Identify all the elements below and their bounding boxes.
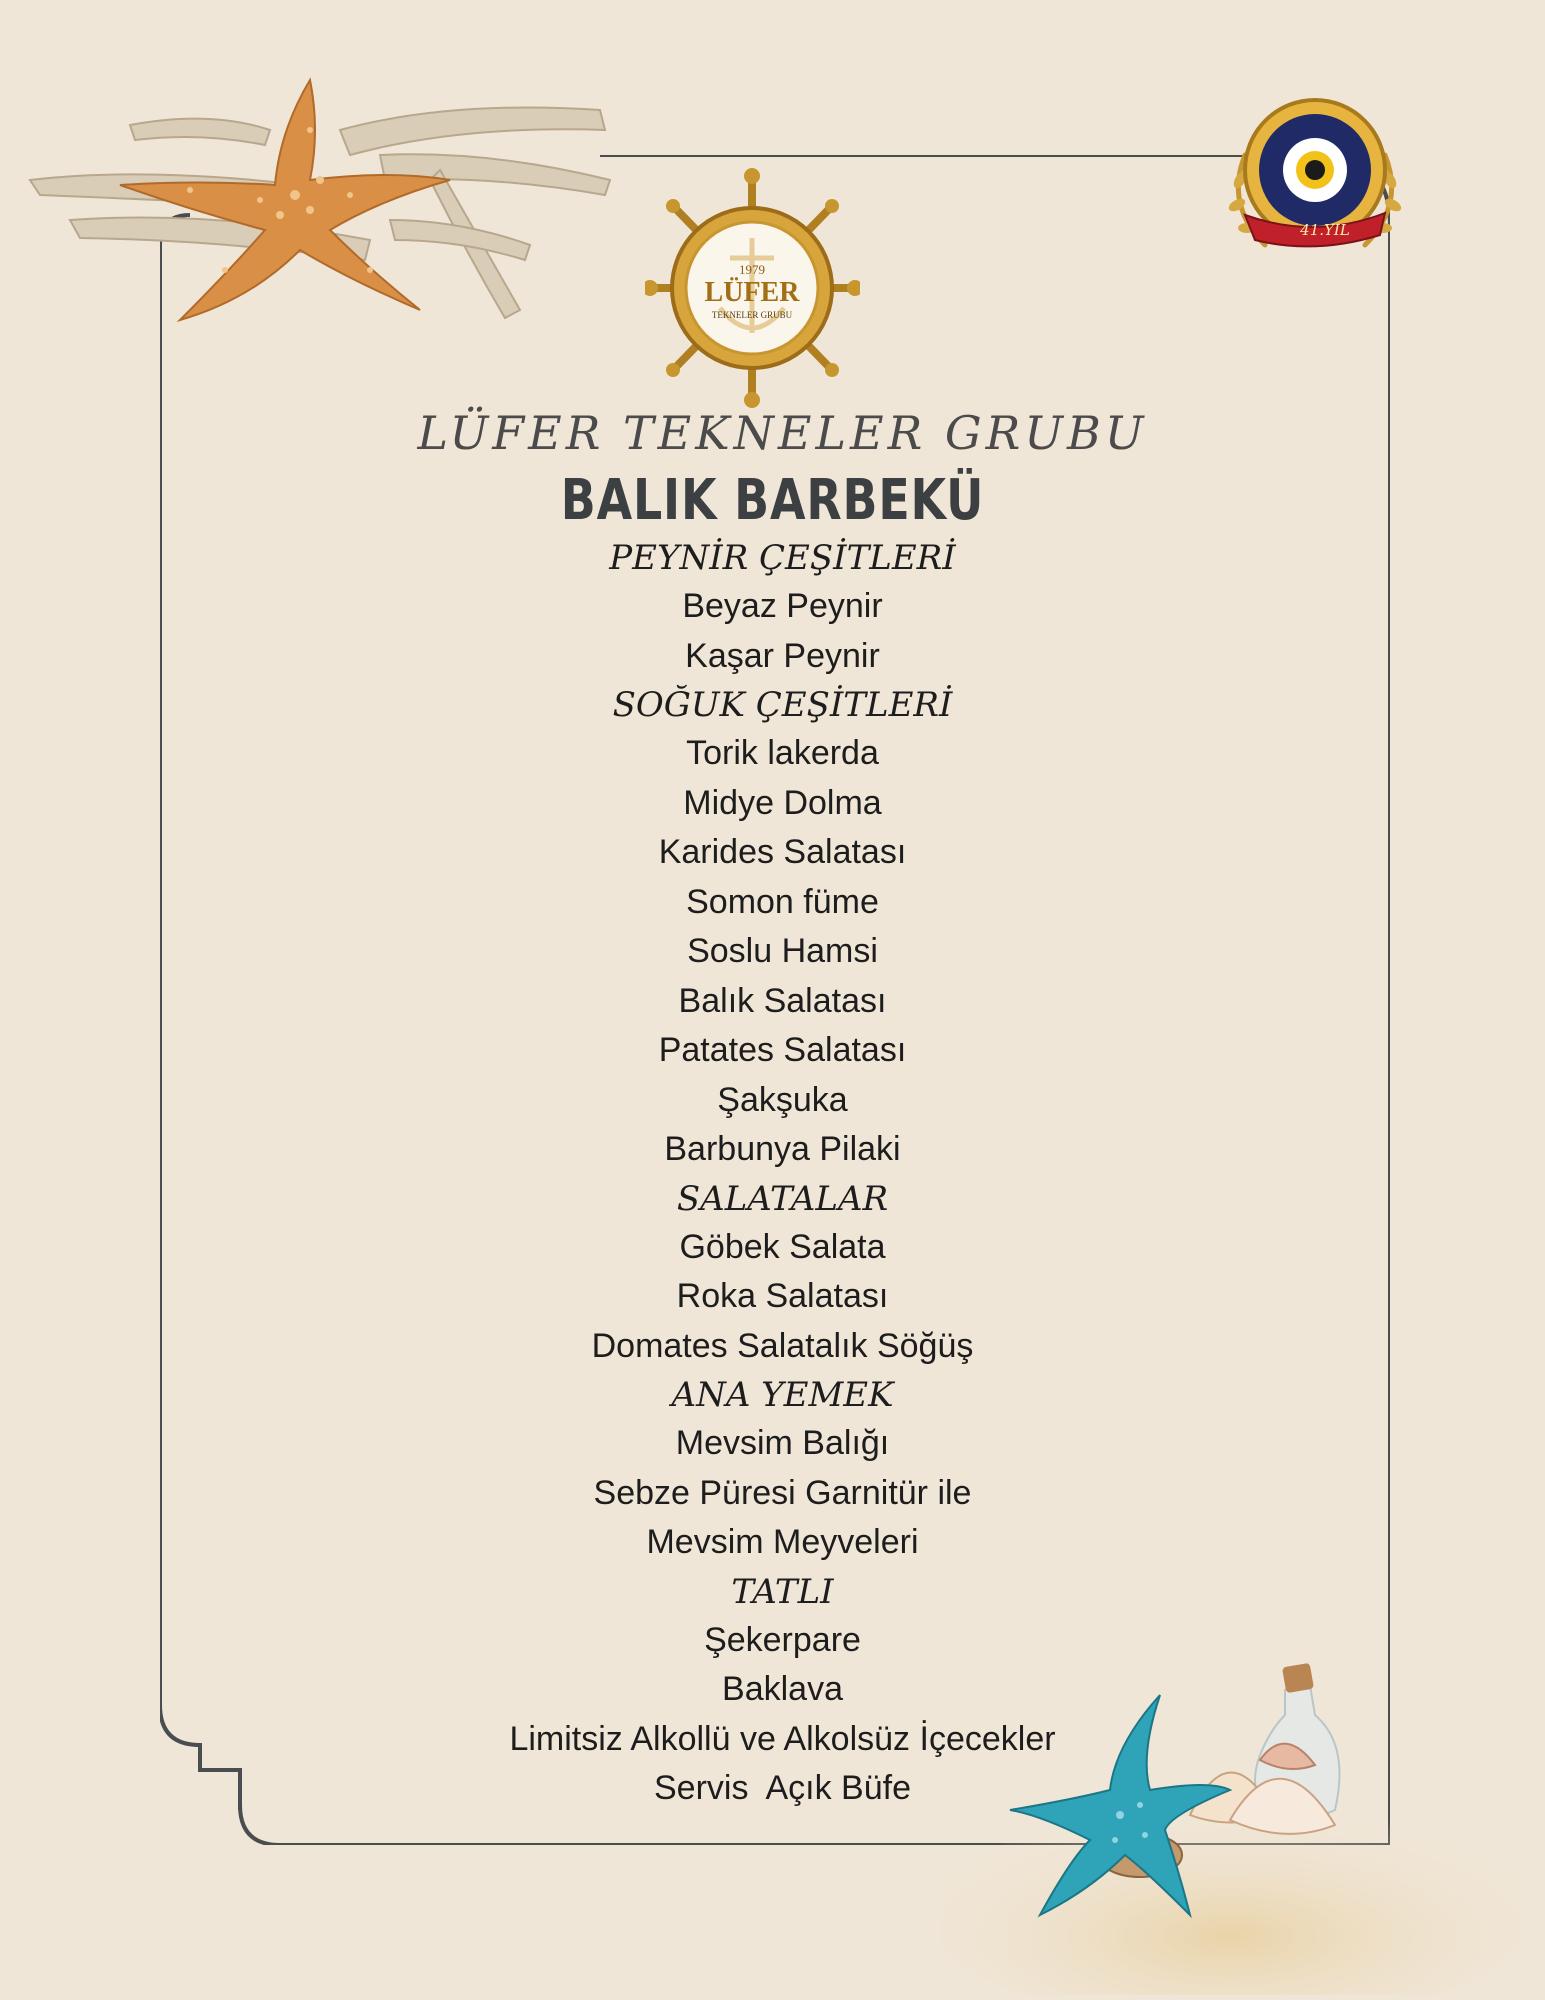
menu-item: Roka Salatası (676, 1277, 889, 1315)
menu-item: Patates Salatası (658, 1031, 907, 1069)
menu-item: Şakşuka (717, 1080, 848, 1119)
section-cheese (0, 534, 1545, 681)
menu-item: Limitsiz Alkollü ve Alkolsüz İçecekler (509, 1719, 1056, 1758)
section-dessert (0, 1568, 1545, 1814)
menu-item: Mevsim Meyveleri (646, 1523, 919, 1561)
menu-item: Domates Salatalık Söğüş (591, 1326, 974, 1365)
menu-item: Göbek Salata (679, 1227, 886, 1266)
section-main-course (0, 1371, 1545, 1568)
section-cold (0, 681, 1545, 1175)
menu-item: Şekerpare (704, 1620, 861, 1659)
section-title: PEYNİR ÇEŞİTLERİ (609, 538, 956, 578)
section-title: SOĞUK ÇEŞİTLERİ (612, 685, 953, 725)
menu-item: Soslu Hamsi (687, 932, 878, 970)
menu-item: Balık Salatası (678, 981, 887, 1020)
menu-item: Karides Salatası (658, 833, 907, 871)
anniversary-label: 41.YIL (1300, 221, 1350, 239)
menu-item: Torik lakerda (686, 734, 879, 772)
menu-item: Mevsim Balığı (675, 1424, 890, 1462)
logo-subtitle: TEKNELER GRUBU (711, 310, 793, 320)
brand-name: LÜFER TEKNELER GRUBU (417, 406, 1148, 460)
menu-item: Kaşar Peynir (685, 636, 880, 675)
menu-item: Midye Dolma (683, 783, 882, 822)
section-title: SALATALAR (676, 1178, 889, 1219)
anniversary-badge (1215, 95, 1415, 265)
logo-name: LÜFER (704, 277, 800, 308)
menu-item: Baklava (722, 1670, 843, 1708)
menu-title: BALIK BARBEKÜ (560, 468, 985, 533)
menu-item: Somon füme (686, 882, 879, 921)
menu-content (0, 398, 1545, 1814)
menu-item: Barbunya Pilaki (664, 1130, 901, 1168)
menu-item: Sebze Püresi Garnitür ile (593, 1473, 972, 1512)
starfish-driftwood-image (10, 70, 620, 330)
section-salads (0, 1175, 1545, 1372)
section-title: TATLI (731, 1571, 834, 1612)
menu-item: Servis Açık Büfe (654, 1769, 911, 1807)
lufer-logo (645, 168, 860, 408)
menu-item: Beyaz Peynir (682, 587, 883, 625)
logo-year: 1979 (739, 262, 765, 277)
section-title: ANA YEMEK (671, 1375, 894, 1415)
